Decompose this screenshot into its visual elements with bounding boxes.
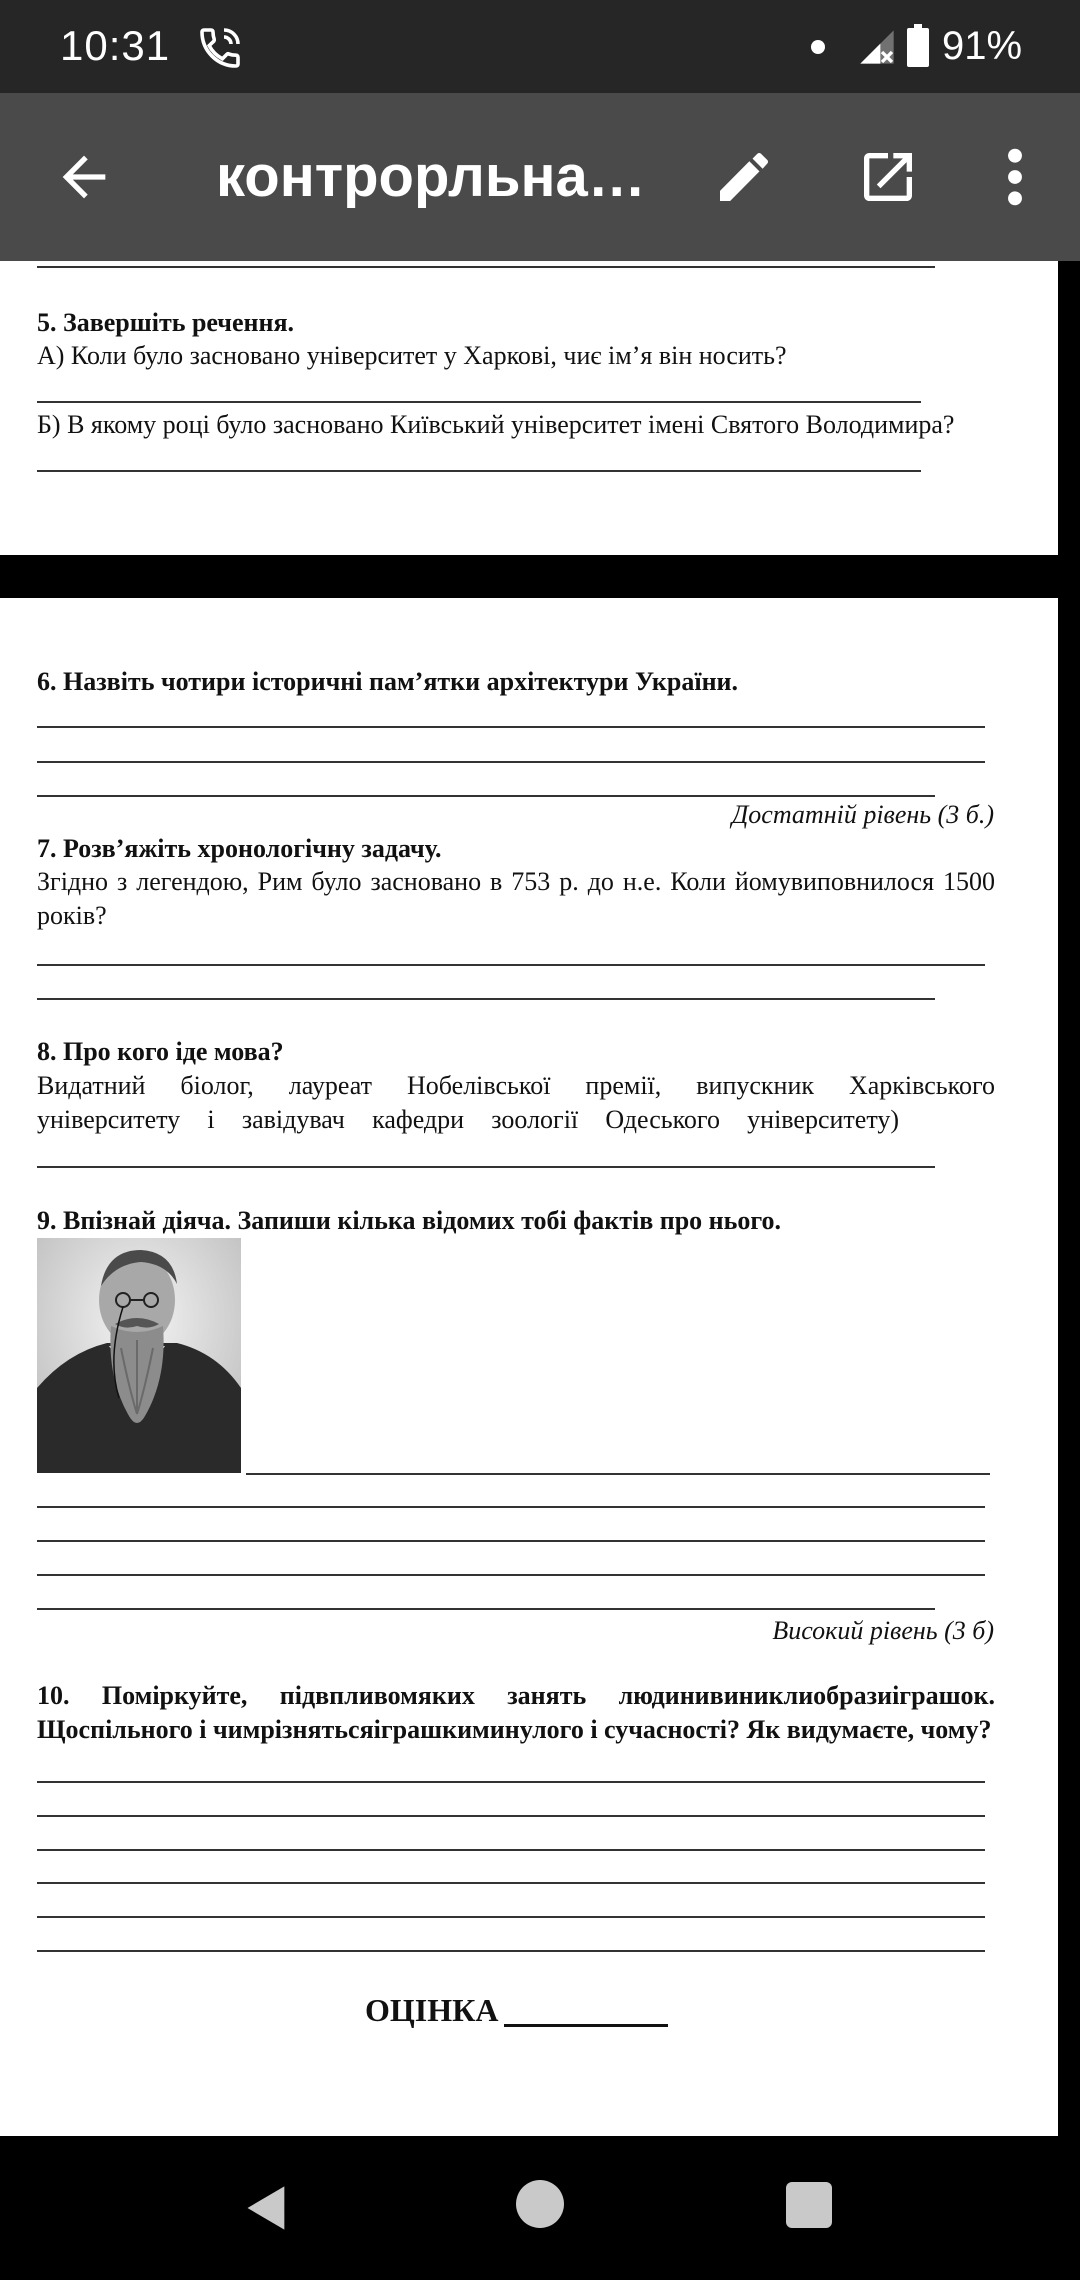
q9-title: 9. Впізнай діяча. Запиши кілька відомих тобі фактів про нього. xyxy=(37,1206,782,1235)
q8-title: 8. Про кого іде мова? xyxy=(37,1037,284,1066)
answer-line xyxy=(37,1815,985,1817)
q7-text-line1: Згідно з легендою, Рим було засновано в 753 р. до н.е. Коли йомувиповнилося 1500 xyxy=(37,867,995,896)
back-arrow-icon[interactable] xyxy=(52,145,116,209)
answer-line xyxy=(37,1781,985,1783)
app-bar xyxy=(0,93,1080,261)
q6-title: 6. Назвіть чотири історичні пам’ятки архітектури України. xyxy=(37,667,739,696)
level-high: Високий рівень (3 б) xyxy=(772,1616,994,1645)
document-title: контрорльна… xyxy=(216,144,646,209)
answer-line xyxy=(37,1882,985,1884)
answer-line xyxy=(37,1540,985,1542)
answer-line xyxy=(37,761,985,763)
answer-line xyxy=(37,726,985,728)
status-bar xyxy=(0,0,1080,93)
answer-line xyxy=(37,266,935,268)
q7-title: 7. Розв’яжіть хронологічну задачу. xyxy=(37,834,442,863)
document-page-1 xyxy=(0,261,1058,555)
answer-line xyxy=(37,1166,935,1168)
document-page-2 xyxy=(0,598,1058,2136)
q7-text-line2: років? xyxy=(37,901,107,930)
battery-level: 91% xyxy=(942,24,1023,68)
navigation-bar xyxy=(0,2136,1080,2280)
notification-dot-icon xyxy=(811,40,825,54)
edit-pencil-icon[interactable] xyxy=(712,145,776,209)
answer-line xyxy=(37,470,921,472)
battery-icon xyxy=(906,24,930,68)
grade-label: ОЦІНКА xyxy=(365,1992,499,2028)
answer-line xyxy=(37,1950,985,1952)
answer-line xyxy=(37,795,935,797)
open-external-icon[interactable] xyxy=(856,145,920,209)
signal-no-service-icon xyxy=(857,26,897,68)
nav-home-icon[interactable] xyxy=(516,2180,564,2228)
q8-text-line2: університету і завідувач кафедри зоології Одеського університету) xyxy=(37,1105,899,1134)
answer-line xyxy=(37,998,935,1000)
status-time: 10:31 xyxy=(60,22,171,69)
q10-text-line2: Щоспільного і чимрізнятьсяіграшкиминулого і сучасності? Як видумаєте, чому? xyxy=(37,1715,992,1744)
nav-recents-icon[interactable] xyxy=(786,2182,832,2228)
answer-line xyxy=(37,964,985,966)
q10-text-line1: 10. Поміркуйте, підвпливомяких занять людинивиниклиобразиіграшок. xyxy=(37,1681,995,1710)
q5-title: 5. Завершіть речення. xyxy=(37,308,295,337)
portrait-photo xyxy=(37,1238,241,1473)
answer-line xyxy=(37,401,921,403)
q5-question-b: Б) В якому році було засновано Київський університет імені Святого Володимира? xyxy=(37,410,955,439)
more-vert-icon[interactable] xyxy=(995,145,1035,209)
q5-question-a: А) Коли було засновано університет у Харкові, чиє ім’я він носить? xyxy=(37,341,787,370)
answer-line xyxy=(37,1608,935,1610)
answer-line xyxy=(246,1473,990,1475)
nav-back-icon[interactable] xyxy=(240,2182,294,2234)
level-sufficient: Достатній рівень (3 б.) xyxy=(731,800,994,829)
answer-line xyxy=(37,1506,985,1508)
answer-line xyxy=(37,1849,985,1851)
q8-text-line1: Видатний біолог, лауреат Нобелівської премії, випускник Харківського xyxy=(37,1071,995,1100)
answer-line xyxy=(37,1916,985,1918)
answer-line xyxy=(37,1574,985,1576)
grade-line xyxy=(504,2024,668,2027)
phone-call-icon xyxy=(196,24,244,72)
